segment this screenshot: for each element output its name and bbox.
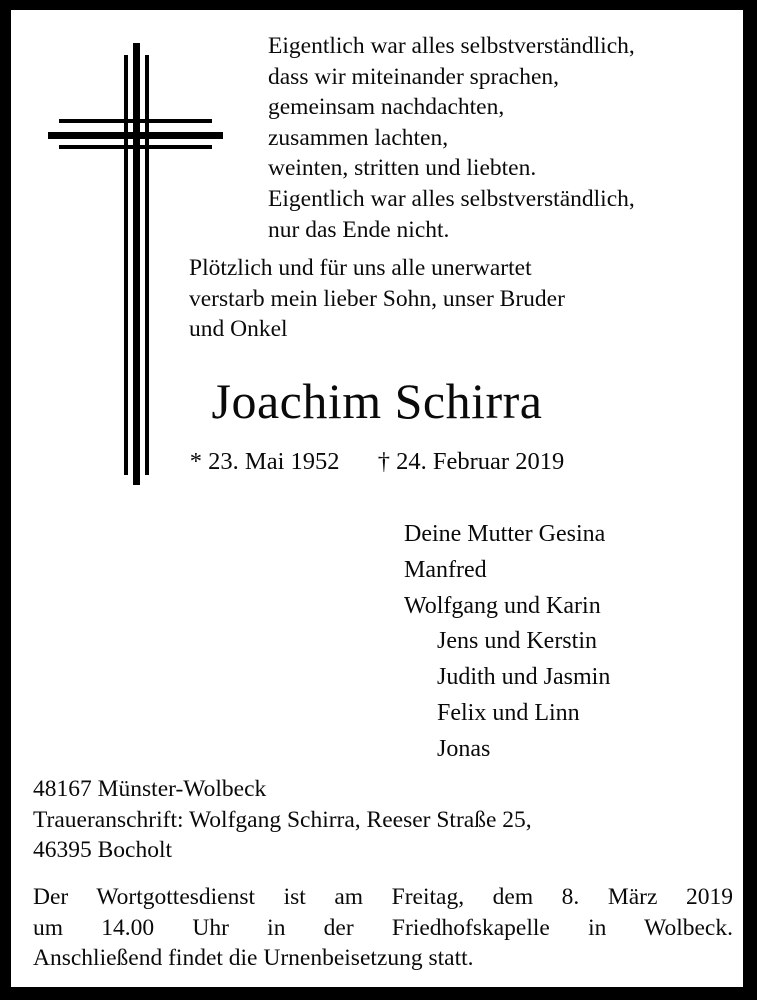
mourner-line: Wolfgang und Karin xyxy=(404,592,601,619)
address-line: 46395 Bocholt xyxy=(33,837,173,864)
death-date: 24. Februar 2019 xyxy=(396,448,565,475)
mourner-line: Jens und Kerstin xyxy=(437,628,597,655)
birth-symbol: * xyxy=(189,448,203,475)
mourning-address xyxy=(33,774,733,866)
poem-line: Eigentlich war alles selbstverständlich, xyxy=(268,185,635,212)
poem-line: Eigentlich war alles selbstverständlich, xyxy=(268,33,635,59)
address-line: 48167 Münster-Wolbeck xyxy=(33,776,267,802)
mourner-line: Judith und Jasmin xyxy=(437,664,611,691)
memorial-poem xyxy=(268,31,738,245)
life-dates xyxy=(11,447,743,477)
deceased-name: Joachim Schirra xyxy=(211,373,543,429)
poem-line: zusammen lachten, xyxy=(268,124,449,151)
mourners-list xyxy=(404,517,743,768)
mourner-line: Felix und Linn xyxy=(437,699,580,726)
cross-horizontal-center xyxy=(48,132,223,139)
cross-horizontal-top xyxy=(59,119,212,123)
death-symbol: † xyxy=(377,448,390,475)
poem-line: gemeinsam nachdachten, xyxy=(268,94,505,121)
obituary-notice-card xyxy=(11,10,743,987)
address-line: Traueranschrift: Wolfgang Schirra, Reeser Straße 25, xyxy=(33,806,532,833)
service-line: um 14.00 Uhr in der Friedhofskapelle in Wolbeck. xyxy=(33,914,733,941)
cross-horizontal-bottom xyxy=(59,145,212,149)
mourner-line: Deine Mutter Gesina xyxy=(404,521,606,547)
birth-date: 23. Mai 1952 xyxy=(208,448,340,475)
funeral-service-details xyxy=(33,882,733,974)
poem-line: dass wir miteinander sprachen, xyxy=(268,63,560,90)
mourner-line: Jonas xyxy=(437,735,491,762)
poem-line: weinten, stritten und liebten. xyxy=(268,155,537,182)
service-line: Anschließend findet die Urnenbeisetzung statt. xyxy=(33,945,474,972)
poem-line: nur das Ende nicht. xyxy=(268,216,450,243)
intro-line: und Onkel xyxy=(189,316,288,343)
announcement-intro xyxy=(189,253,741,345)
intro-line: verstarb mein lieber Sohn, unser Bruder xyxy=(189,285,565,312)
intro-line: Plötzlich und für uns alle unerwartet xyxy=(189,255,532,281)
service-line: Der Wortgottesdienst ist am Freitag, dem 8. März 2019 xyxy=(33,884,733,910)
mourner-line: Manfred xyxy=(404,556,487,583)
